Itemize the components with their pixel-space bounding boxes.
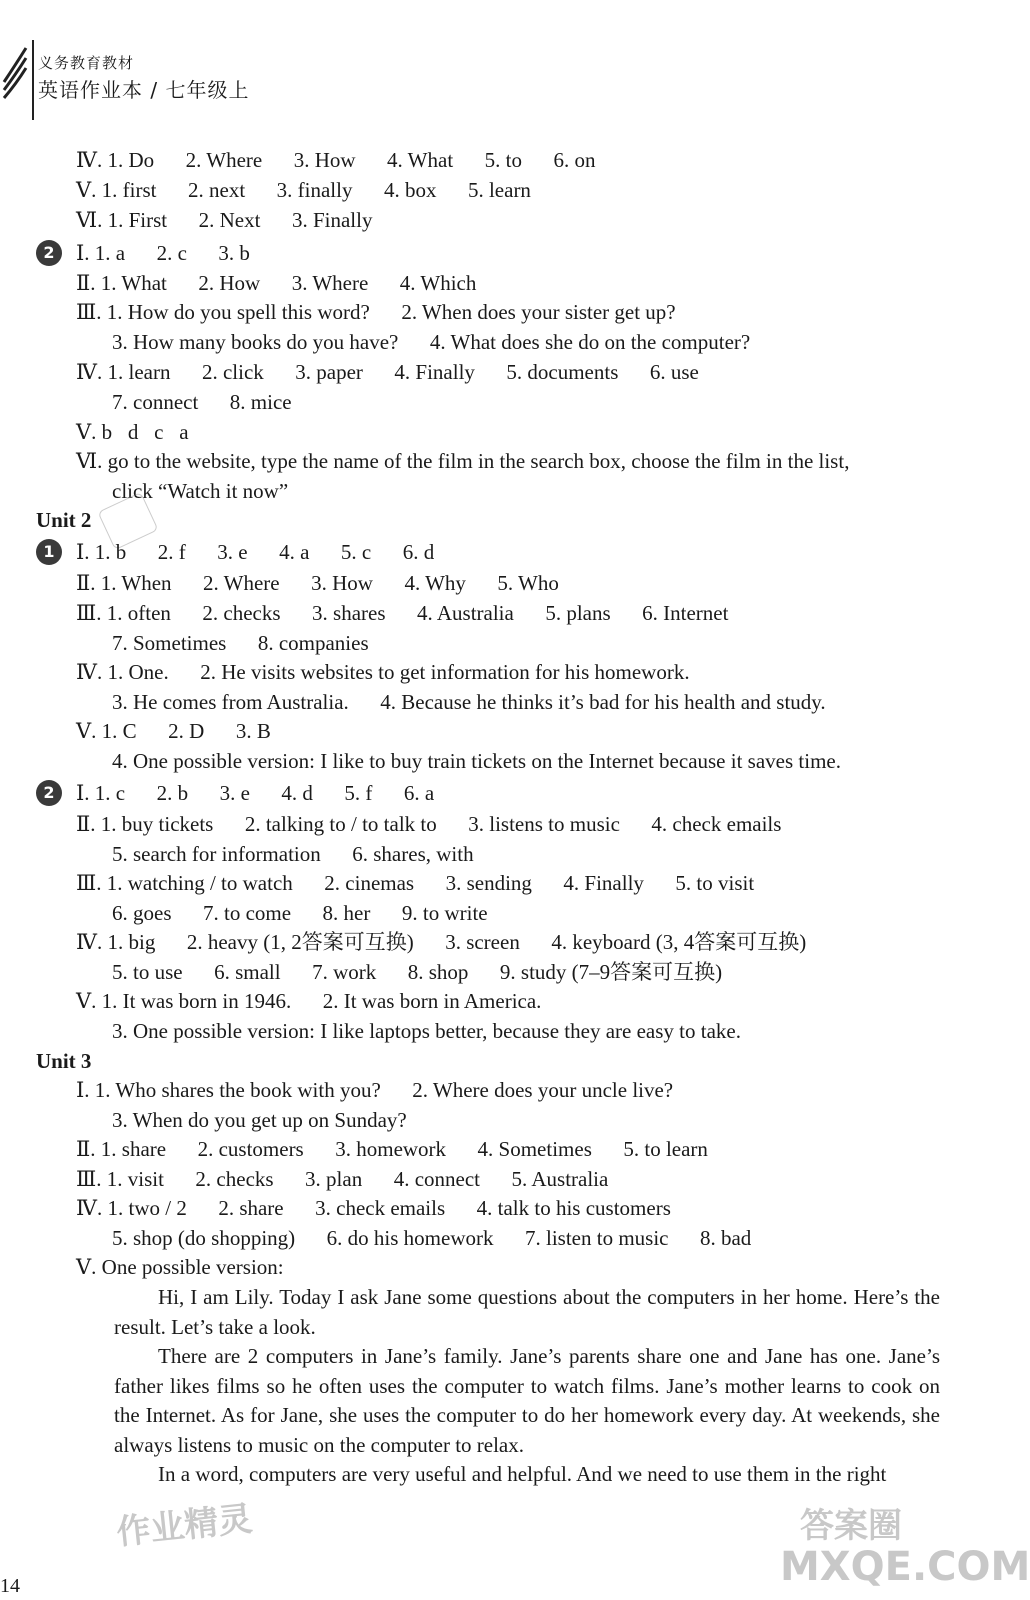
answer-line: Ⅳ. 1. Do 2. Where 3. How 4. What 5. to 6. on	[76, 148, 596, 172]
answer-line: Ⅳ. 1. One. 2. He visits websites to get information for his homework.	[76, 660, 690, 684]
answer-line: Ⅴ. 1. first 2. next 3. finally 4. box 5. learn	[76, 178, 531, 202]
answer-line: 5. shop (do shopping) 6. do his homework 7. listen to music 8. bad	[112, 1226, 752, 1250]
header-divider	[32, 40, 34, 120]
answer-line: Ⅴ. b d c a	[76, 420, 189, 444]
answer-line: 5. search for information 6. shares, with	[112, 842, 474, 866]
answer-line: 7. Sometimes 8. companies	[112, 631, 369, 655]
answer-line: Ⅲ. 1. How do you spell this word? 2. When does your sister get up?	[76, 300, 676, 324]
answer-line: Ⅱ. 1. What 2. How 3. Where 4. Which	[76, 271, 477, 295]
publisher-logo-icon	[2, 44, 28, 104]
series-title: 义务教育教材	[38, 54, 135, 72]
essay-paragraph: Hi, I am Lily. Today I ask Jane some questions about the computers in her home. Here’s the result. Let’s take a look.	[114, 1285, 940, 1339]
watermark-text: 作业精灵	[114, 1498, 255, 1553]
answer-line: 3. One possible version: I like laptops better, because they are easy to take.	[112, 1019, 741, 1043]
answer-line: Ⅵ. 1. First 2. Next 3. Finally	[76, 208, 373, 232]
unit-heading: Unit 2	[36, 508, 92, 532]
answer-line: Ⅰ. 1. Who shares the book with you? 2. Where does your uncle live?	[76, 1078, 674, 1102]
section-badge: 1	[36, 539, 62, 565]
answer-line: Ⅳ. 1. big 2. heavy (1, 2答案可互换) 3. screen 4. keyboard (3, 4答案可互换)	[76, 930, 807, 954]
answer-line: 4. One possible version: I like to buy train tickets on the Internet because it saves time.	[112, 749, 841, 773]
answer-line: Ⅱ. 1. share 2. customers 3. homework 4. Sometimes 5. to learn	[76, 1137, 708, 1161]
answer-line: Ⅴ. 1. C 2. D 3. B	[76, 719, 271, 743]
answer-line: 7. connect 8. mice	[112, 390, 292, 414]
page-header	[0, 0, 996, 120]
watermark-site: MXQE.COM	[780, 1544, 1030, 1590]
section-badge: 2	[36, 780, 62, 806]
answer-line: Ⅱ. 1. When 2. Where 3. How 4. Why 5. Who	[76, 571, 559, 595]
answer-line: 6. goes 7. to come 8. her 9. to write	[112, 901, 488, 925]
essay-paragraph: In a word, computers are very useful and helpful. And we need to use them in the right	[158, 1462, 887, 1486]
answer-line: 5. to use 6. small 7. work 8. shop 9. study (7–9答案可互换)	[112, 960, 723, 984]
answer-line: Ⅲ. 1. watching / to watch 2. cinemas 3. sending 4. Finally 5. to visit	[76, 871, 755, 895]
book-title: 英语作业本 / 七年级上	[38, 78, 250, 102]
essay-paragraph: There are 2 computers in Jane’s family. Jane’s parents share one and Jane has one. Jane’s father likes films so he often uses the computer to watch films. Jane’s mother learns to cook on the Internet. As for Jane, she uses the computer to do her homework every day. At weekends, she always listens to music on the computer to relax.	[114, 1344, 940, 1457]
answer-line: Ⅰ. 1. a 2. c 3. b	[76, 241, 250, 265]
answer-line: Ⅲ. 1. often 2. checks 3. shares 4. Australia 5. plans 6. Internet	[76, 601, 729, 625]
answer-line: Ⅴ. One possible version:	[76, 1255, 284, 1279]
section-badge: 2	[36, 240, 62, 266]
answer-line: Ⅰ. 1. b 2. f 3. e 4. a 5. c 6. d	[76, 540, 435, 564]
answer-line: Ⅱ. 1. buy tickets 2. talking to / to talk to 3. listens to music 4. check emails	[76, 812, 782, 836]
unit-heading: Unit 3	[36, 1049, 92, 1073]
answer-line: 3. He comes from Australia. 4. Because he thinks it’s bad for his health and study.	[112, 690, 826, 714]
answer-line: Ⅳ. 1. two / 2 2. share 3. check emails 4. talk to his customers	[76, 1196, 671, 1220]
answer-line: Ⅳ. 1. learn 2. click 3. paper 4. Finally 5. documents 6. use	[76, 360, 699, 384]
page-number: 14	[0, 1575, 20, 1597]
answer-line: 3. How many books do you have? 4. What does she do on the computer?	[112, 330, 751, 354]
answer-line: Ⅰ. 1. c 2. b 3. e 4. d 5. f 6. a	[76, 781, 435, 805]
answer-line: Ⅴ. 1. It was born in 1946. 2. It was born in America.	[76, 989, 542, 1013]
watermark-text: 答案圈	[800, 1506, 902, 1546]
answer-line: 3. When do you get up on Sunday?	[112, 1108, 407, 1132]
answer-line: Ⅵ. go to the website, type the name of the film in the search box, choose the film in the list,	[76, 449, 850, 473]
answer-line: click “Watch it now”	[112, 479, 289, 503]
answer-line: Ⅲ. 1. visit 2. checks 3. plan 4. connect 5. Australia	[76, 1167, 609, 1191]
